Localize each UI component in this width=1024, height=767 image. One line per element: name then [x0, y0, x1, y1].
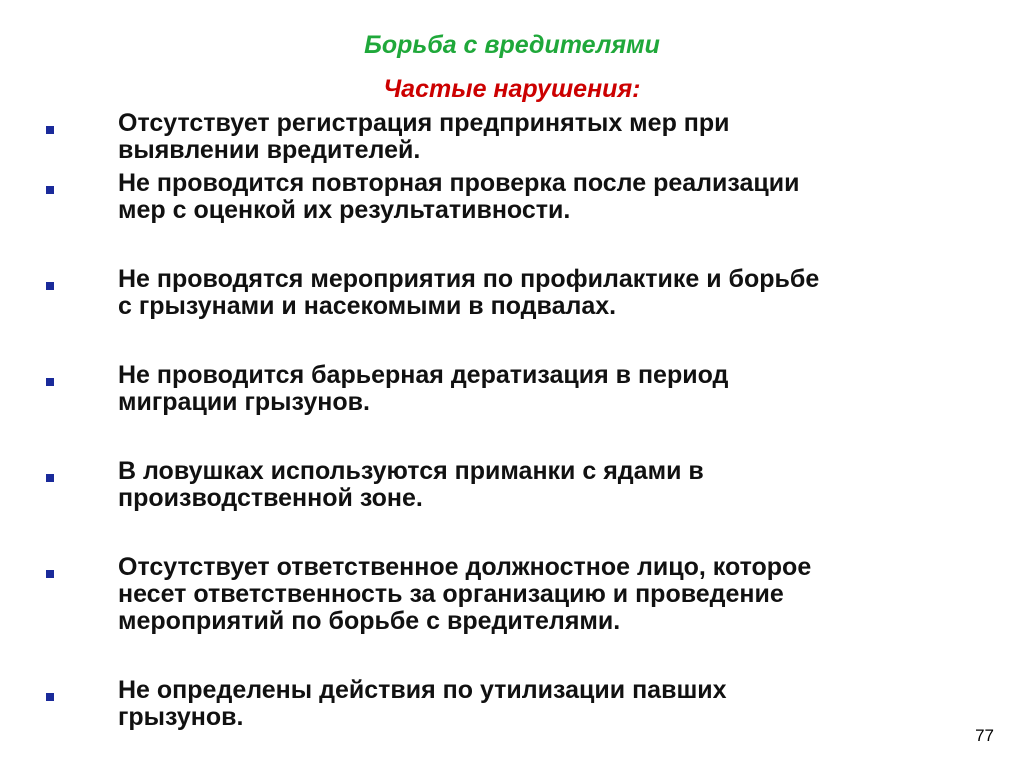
list-item-text: В ловушках используются приманки с ядами в производственной зоне. — [118, 457, 704, 512]
slide-subtitle: Частые нарушения: — [383, 75, 641, 103]
bullet-icon — [46, 186, 54, 194]
bullet-icon — [46, 474, 54, 482]
list-item-text: Отсутствует регистрация предпринятых мер при выявлении вредителей. — [118, 109, 730, 164]
list-item-text: Не проводятся мероприятия по профилактике и борьбе с грызунами и насекомыми в подвалах. — [118, 265, 820, 320]
slide-title: Борьба с вредителями — [364, 31, 660, 59]
page-number: 77 — [975, 726, 994, 745]
bullet-icon — [46, 126, 54, 134]
list-item-text: Не проводится барьерная дератизация в период миграции грызунов. — [118, 361, 729, 416]
bullet-icon — [46, 378, 54, 386]
list-item-text: Не проводится повторная проверка после реализации мер с оценкой их результативности. — [118, 169, 800, 224]
bullet-icon — [46, 282, 54, 290]
bullet-icon — [46, 570, 54, 578]
list-item-text: Не определены действия по утилизации павших грызунов. — [118, 676, 727, 731]
bullet-icon — [46, 693, 54, 701]
list-item-text: Отсутствует ответственное должностное лицо, которое несет ответственность за организацию и проведение мероприятий по борьбе с вредителями. — [118, 553, 812, 635]
